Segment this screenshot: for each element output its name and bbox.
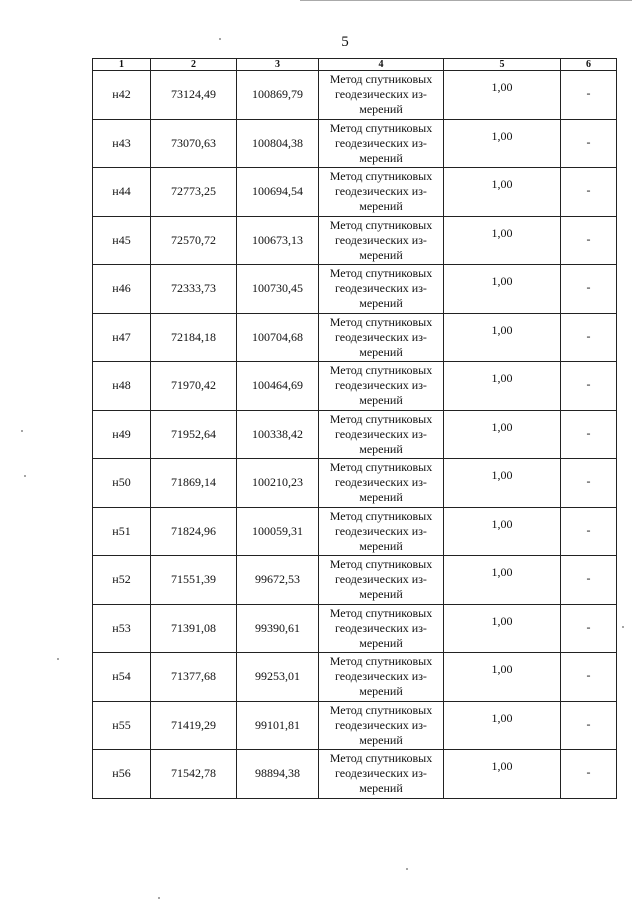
- point-cell-text: н46: [112, 281, 131, 296]
- y-coordinate-cell-text: 99672,53: [255, 572, 300, 587]
- method-cell: [319, 701, 444, 750]
- x-coordinate-cell: [151, 265, 237, 314]
- y-coordinate-cell: [237, 653, 319, 702]
- point-cell: [93, 410, 151, 459]
- method-line: мерений: [359, 587, 403, 602]
- accuracy-cell: [444, 410, 561, 459]
- point-cell-text: н44: [112, 184, 131, 199]
- y-coordinate-cell: [237, 701, 319, 750]
- accuracy-cell-text: 1,00: [491, 613, 513, 628]
- point-cell-text: н50: [112, 475, 131, 490]
- accuracy-cell: [444, 604, 561, 653]
- x-coordinate-cell-text: 71551,39: [171, 572, 216, 587]
- method-line: Метод спутниковых: [329, 363, 433, 378]
- x-coordinate-cell: [151, 459, 237, 508]
- accuracy-cell-text: 1,00: [491, 80, 513, 95]
- method-line: Метод спутниковых: [329, 72, 433, 87]
- table-row: [93, 71, 617, 120]
- method-line: Метод спутниковых: [329, 169, 433, 184]
- accuracy-cell: [444, 459, 561, 508]
- y-coordinate-cell-text: 100464,69: [252, 378, 303, 393]
- method-line: мерений: [359, 102, 403, 117]
- x-coordinate-cell-text: 71952,64: [171, 426, 216, 441]
- y-coordinate-cell: [237, 459, 319, 508]
- y-coordinate-cell: [237, 507, 319, 556]
- method-cell: [319, 604, 444, 653]
- method-line: мерений: [359, 296, 403, 311]
- point-cell-text: н52: [112, 572, 131, 587]
- note-cell: [561, 410, 617, 459]
- scan-speck: [158, 897, 160, 899]
- table-row: [93, 653, 617, 702]
- y-coordinate-cell-text: 100338,42: [252, 426, 303, 441]
- x-coordinate-cell-text: 72773,25: [171, 184, 216, 199]
- scan-speck: [622, 626, 624, 628]
- method-cell: [319, 410, 444, 459]
- scan-top-edge-line: [300, 0, 632, 1]
- method-line: геодезических из-: [335, 572, 427, 587]
- point-cell: [93, 556, 151, 605]
- y-coordinate-cell-text: 99253,01: [255, 669, 300, 684]
- x-coordinate-cell: [151, 313, 237, 362]
- table-row: [93, 313, 617, 362]
- note-cell-text: -: [586, 231, 591, 246]
- table-row: [93, 459, 617, 508]
- accuracy-cell: [444, 507, 561, 556]
- x-coordinate-cell-text: 71377,68: [171, 669, 216, 684]
- table-row: [93, 507, 617, 556]
- y-coordinate-cell: [237, 119, 319, 168]
- method-cell: [319, 119, 444, 168]
- table-row: [93, 168, 617, 217]
- point-cell: [93, 71, 151, 120]
- y-coordinate-cell-text: 100730,45: [252, 281, 303, 296]
- note-cell: [561, 750, 617, 799]
- method-line: геодезических из-: [335, 475, 427, 490]
- method-line: мерений: [359, 732, 403, 747]
- method-line: Метод спутниковых: [329, 120, 433, 135]
- method-line: геодезических из-: [335, 378, 427, 393]
- x-coordinate-cell: [151, 216, 237, 265]
- method-line: Метод спутниковых: [329, 266, 433, 281]
- y-coordinate-cell-text: 100704,68: [252, 329, 303, 344]
- point-cell: [93, 701, 151, 750]
- x-coordinate-cell: [151, 507, 237, 556]
- point-cell-text: н42: [112, 87, 131, 102]
- x-coordinate-cell: [151, 119, 237, 168]
- scan-speck: [24, 475, 26, 477]
- accuracy-cell-text: 1,00: [491, 468, 513, 483]
- point-cell: [93, 313, 151, 362]
- method-line: мерений: [359, 441, 403, 456]
- accuracy-cell-text: 1,00: [491, 710, 513, 725]
- x-coordinate-cell: [151, 71, 237, 120]
- method-line: Метод спутниковых: [329, 751, 433, 766]
- accuracy-cell: [444, 362, 561, 411]
- method-line: геодезических из-: [335, 87, 427, 102]
- y-coordinate-cell: [237, 265, 319, 314]
- y-coordinate-cell: [237, 410, 319, 459]
- point-cell-text: н51: [112, 523, 131, 538]
- point-cell-text: н56: [112, 766, 131, 781]
- method-line: мерений: [359, 247, 403, 262]
- table-row: [93, 750, 617, 799]
- method-line: геодезических из-: [335, 135, 427, 150]
- scan-speck: [406, 868, 408, 870]
- accuracy-cell-text: 1,00: [491, 759, 513, 774]
- note-cell-text: -: [586, 474, 591, 489]
- point-cell-text: н43: [112, 135, 131, 150]
- method-line: геодезических из-: [335, 766, 427, 781]
- note-cell-text: -: [586, 619, 591, 634]
- y-coordinate-cell-text: 100694,54: [252, 184, 303, 199]
- table-row: [93, 701, 617, 750]
- method-cell: [319, 265, 444, 314]
- note-cell-text: -: [586, 425, 591, 440]
- method-line: мерений: [359, 684, 403, 699]
- point-cell: [93, 459, 151, 508]
- coordinates-table: [92, 58, 617, 799]
- point-cell-text: н45: [112, 232, 131, 247]
- method-cell: [319, 750, 444, 799]
- note-cell: [561, 216, 617, 265]
- method-line: мерений: [359, 150, 403, 165]
- method-line: геодезических из-: [335, 523, 427, 538]
- y-coordinate-cell: [237, 313, 319, 362]
- method-line: геодезических из-: [335, 717, 427, 732]
- y-coordinate-cell-text: 100673,13: [252, 232, 303, 247]
- x-coordinate-cell: [151, 701, 237, 750]
- accuracy-cell: [444, 750, 561, 799]
- note-cell-text: -: [586, 377, 591, 392]
- table-row: [93, 119, 617, 168]
- point-cell-text: н48: [112, 378, 131, 393]
- accuracy-cell-text: 1,00: [491, 565, 513, 580]
- method-line: мерений: [359, 490, 403, 505]
- method-line: Метод спутниковых: [329, 508, 433, 523]
- method-line: мерений: [359, 393, 403, 408]
- table-row: [93, 265, 617, 314]
- method-line: мерений: [359, 344, 403, 359]
- note-cell-text: -: [586, 134, 591, 149]
- y-coordinate-cell-text: 98894,38: [255, 766, 300, 781]
- note-cell: [561, 71, 617, 120]
- note-cell-text: -: [586, 716, 591, 731]
- point-cell: [93, 168, 151, 217]
- scan-speck: [57, 658, 59, 660]
- accuracy-cell: [444, 216, 561, 265]
- method-line: геодезических из-: [335, 426, 427, 441]
- method-cell: [319, 362, 444, 411]
- note-cell-text: -: [586, 86, 591, 101]
- note-cell: [561, 556, 617, 605]
- point-cell-text: н55: [112, 717, 131, 732]
- point-cell-text: н54: [112, 669, 131, 684]
- table-row: [93, 216, 617, 265]
- x-coordinate-cell-text: 72184,18: [171, 329, 216, 344]
- x-coordinate-cell-text: 72333,73: [171, 281, 216, 296]
- table-row: [93, 410, 617, 459]
- x-coordinate-cell: [151, 362, 237, 411]
- note-cell-text: -: [586, 765, 591, 780]
- accuracy-cell: [444, 701, 561, 750]
- point-cell-text: н47: [112, 329, 131, 344]
- accuracy-cell-text: 1,00: [491, 371, 513, 386]
- method-line: Метод спутниковых: [329, 217, 433, 232]
- accuracy-cell: [444, 265, 561, 314]
- point-cell: [93, 265, 151, 314]
- accuracy-cell-text: 1,00: [491, 225, 513, 240]
- y-coordinate-cell: [237, 71, 319, 120]
- accuracy-cell-text: 1,00: [491, 274, 513, 289]
- x-coordinate-cell-text: 72570,72: [171, 232, 216, 247]
- note-cell-text: -: [586, 522, 591, 537]
- x-coordinate-cell-text: 71542,78: [171, 766, 216, 781]
- method-cell: [319, 71, 444, 120]
- x-coordinate-cell-text: 73124,49: [171, 87, 216, 102]
- point-cell: [93, 653, 151, 702]
- table-row: [93, 556, 617, 605]
- accuracy-cell-text: 1,00: [491, 177, 513, 192]
- y-coordinate-cell: [237, 168, 319, 217]
- accuracy-cell: [444, 313, 561, 362]
- point-cell-text: н53: [112, 620, 131, 635]
- note-cell: [561, 362, 617, 411]
- method-line: Метод спутниковых: [329, 411, 433, 426]
- method-line: Метод спутниковых: [329, 314, 433, 329]
- column-header-6: 6: [561, 59, 617, 71]
- note-cell: [561, 459, 617, 508]
- method-line: мерений: [359, 781, 403, 796]
- note-cell: [561, 119, 617, 168]
- y-coordinate-cell-text: 99101,81: [255, 717, 300, 732]
- note-cell: [561, 604, 617, 653]
- x-coordinate-cell: [151, 750, 237, 799]
- accuracy-cell: [444, 653, 561, 702]
- method-cell: [319, 216, 444, 265]
- column-header-3: 3: [237, 59, 319, 71]
- y-coordinate-cell: [237, 362, 319, 411]
- point-cell: [93, 362, 151, 411]
- accuracy-cell: [444, 556, 561, 605]
- method-cell: [319, 168, 444, 217]
- method-line: геодезических из-: [335, 184, 427, 199]
- point-cell: [93, 507, 151, 556]
- note-cell: [561, 168, 617, 217]
- method-cell: [319, 459, 444, 508]
- accuracy-cell-text: 1,00: [491, 662, 513, 677]
- method-line: геодезических из-: [335, 281, 427, 296]
- point-cell: [93, 119, 151, 168]
- method-cell: [319, 313, 444, 362]
- x-coordinate-cell-text: 71824,96: [171, 523, 216, 538]
- method-line: мерений: [359, 199, 403, 214]
- y-coordinate-cell-text: 100869,79: [252, 87, 303, 102]
- page-number: 5: [341, 34, 349, 50]
- accuracy-cell-text: 1,00: [491, 322, 513, 337]
- x-coordinate-cell: [151, 168, 237, 217]
- y-coordinate-cell: [237, 604, 319, 653]
- scan-speck: [219, 38, 221, 40]
- y-coordinate-cell: [237, 750, 319, 799]
- y-coordinate-cell-text: 100210,23: [252, 475, 303, 490]
- accuracy-cell-text: 1,00: [491, 128, 513, 143]
- point-cell: [93, 604, 151, 653]
- x-coordinate-cell-text: 71419,29: [171, 717, 216, 732]
- scan-speck: [21, 430, 23, 432]
- note-cell: [561, 653, 617, 702]
- note-cell: [561, 313, 617, 362]
- method-line: Метод спутниковых: [329, 654, 433, 669]
- y-coordinate-cell-text: 100059,31: [252, 523, 303, 538]
- accuracy-cell: [444, 168, 561, 217]
- method-line: геодезических из-: [335, 620, 427, 635]
- note-cell-text: -: [586, 571, 591, 586]
- table-header-row: [93, 59, 617, 71]
- note-cell: [561, 507, 617, 556]
- accuracy-cell: [444, 119, 561, 168]
- point-cell: [93, 216, 151, 265]
- method-line: геодезических из-: [335, 232, 427, 247]
- table-body: [93, 71, 617, 799]
- method-line: Метод спутниковых: [329, 605, 433, 620]
- method-line: Метод спутниковых: [329, 460, 433, 475]
- table-row: [93, 604, 617, 653]
- y-coordinate-cell: [237, 556, 319, 605]
- point-cell-text: н49: [112, 426, 131, 441]
- column-header-5: 5: [444, 59, 561, 71]
- accuracy-cell: [444, 71, 561, 120]
- method-line: геодезических из-: [335, 669, 427, 684]
- note-cell-text: -: [586, 328, 591, 343]
- y-coordinate-cell-text: 99390,61: [255, 620, 300, 635]
- column-header-2: 2: [151, 59, 237, 71]
- x-coordinate-cell: [151, 653, 237, 702]
- x-coordinate-cell: [151, 604, 237, 653]
- note-cell: [561, 265, 617, 314]
- accuracy-cell-text: 1,00: [491, 419, 513, 434]
- x-coordinate-cell: [151, 556, 237, 605]
- x-coordinate-cell-text: 71391,08: [171, 620, 216, 635]
- x-coordinate-cell-text: 71970,42: [171, 378, 216, 393]
- method-line: геодезических из-: [335, 329, 427, 344]
- x-coordinate-cell: [151, 410, 237, 459]
- method-line: мерений: [359, 635, 403, 650]
- x-coordinate-cell-text: 71869,14: [171, 475, 216, 490]
- table-row: [93, 362, 617, 411]
- note-cell-text: -: [586, 280, 591, 295]
- column-header-4: 4: [319, 59, 444, 71]
- method-cell: [319, 507, 444, 556]
- method-cell: [319, 653, 444, 702]
- note-cell-text: -: [586, 183, 591, 198]
- accuracy-cell-text: 1,00: [491, 516, 513, 531]
- y-coordinate-cell: [237, 216, 319, 265]
- method-line: мерений: [359, 538, 403, 553]
- x-coordinate-cell-text: 73070,63: [171, 135, 216, 150]
- method-line: Метод спутниковых: [329, 702, 433, 717]
- column-header-1: 1: [93, 59, 151, 71]
- note-cell-text: -: [586, 668, 591, 683]
- method-line: Метод спутниковых: [329, 557, 433, 572]
- point-cell: [93, 750, 151, 799]
- y-coordinate-cell-text: 100804,38: [252, 135, 303, 150]
- note-cell: [561, 701, 617, 750]
- method-cell: [319, 556, 444, 605]
